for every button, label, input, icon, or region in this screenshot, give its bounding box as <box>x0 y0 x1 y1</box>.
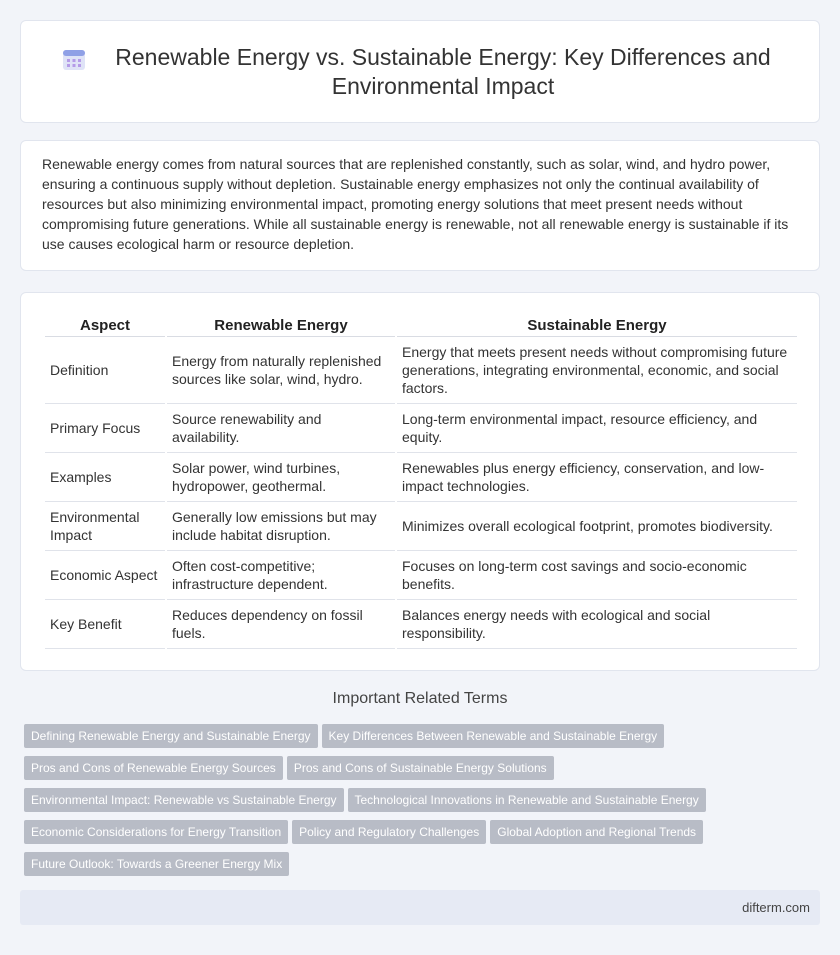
related-terms-tags <box>24 724 724 884</box>
related-term-tag[interactable]: Global Adoption and Regional Trends <box>490 820 703 844</box>
related-term-tag[interactable]: Pros and Cons of Renewable Energy Sources <box>24 756 283 780</box>
table-header-row <box>45 307 797 337</box>
related-term-tag[interactable]: Economic Considerations for Energy Transition <box>24 820 288 844</box>
footer-site-link[interactable]: difterm.com <box>742 900 810 915</box>
related-term-tag[interactable]: Environmental Impact: Renewable vs Sustainable Energy <box>24 788 344 812</box>
row-sustainable: Long-term environmental impact, resource efficiency, and equity. <box>397 404 797 453</box>
title-card <box>20 20 820 123</box>
row-sustainable: Energy that meets present needs without compromising future generations, integrating environmental, economic, and social factors. <box>397 337 797 404</box>
header-aspect: Aspect <box>45 307 165 337</box>
row-renewable: Source renewability and availability. <box>167 404 395 453</box>
row-aspect: Environmental Impact <box>45 502 165 551</box>
intro-card <box>20 140 820 271</box>
row-aspect: Examples <box>45 453 165 502</box>
related-term-tag[interactable]: Defining Renewable Energy and Sustainable Energy <box>24 724 318 748</box>
row-aspect: Definition <box>45 337 165 404</box>
related-term-tag[interactable]: Key Differences Between Renewable and Sustainable Energy <box>322 724 665 748</box>
table-row <box>45 502 797 551</box>
comparison-table <box>43 307 799 649</box>
row-aspect: Key Benefit <box>45 600 165 649</box>
title-wrap <box>61 43 779 101</box>
intro-paragraph: Renewable energy comes from natural sources that are replenished constantly, such as solar, wind, and hydro power, ensuring a continuous supply without depletion. Sustainable energy emphasizes not only the continual availability of resources but also minimizing environmental impact, promoting energy solutions that meet present needs without compromising future generations. While all sustainable energy is renewable, not all renewable energy is sustainable if its use causes ecological harm or resource depletion. <box>42 156 789 252</box>
header-renewable: Renewable Energy <box>167 307 395 337</box>
row-aspect: Primary Focus <box>45 404 165 453</box>
related-term-tag[interactable]: Pros and Cons of Sustainable Energy Solutions <box>287 756 554 780</box>
table-row <box>45 404 797 453</box>
footer <box>20 890 820 925</box>
related-term-tag[interactable]: Future Outlook: Towards a Greener Energy Mix <box>24 852 289 876</box>
row-aspect: Economic Aspect <box>45 551 165 600</box>
table-row <box>45 337 797 404</box>
related-term-tag[interactable]: Technological Innovations in Renewable and Sustainable Energy <box>348 788 706 812</box>
header-sustainable: Sustainable Energy <box>397 307 797 337</box>
comparison-table-card <box>20 292 820 671</box>
row-renewable: Generally low emissions but may include habitat disruption. <box>167 502 395 551</box>
row-sustainable: Minimizes overall ecological footprint, promotes biodiversity. <box>397 502 797 551</box>
row-sustainable: Balances energy needs with ecological and social responsibility. <box>397 600 797 649</box>
related-terms-title: Important Related Terms <box>332 690 508 707</box>
related-term-tag[interactable]: Policy and Regulatory Challenges <box>292 820 486 844</box>
page-title: Renewable Energy vs. Sustainable Energy: Key Differences and Environmental Impact <box>115 43 771 99</box>
row-sustainable: Renewables plus energy efficiency, conservation, and low-impact technologies. <box>397 453 797 502</box>
row-sustainable: Focuses on long-term cost savings and socio-economic benefits. <box>397 551 797 600</box>
row-renewable: Reduces dependency on fossil fuels. <box>167 600 395 649</box>
document-icon <box>61 47 87 73</box>
table-row <box>45 551 797 600</box>
table-row <box>45 453 797 502</box>
row-renewable: Often cost-competitive; infrastructure dependent. <box>167 551 395 600</box>
row-renewable: Solar power, wind turbines, hydropower, geothermal. <box>167 453 395 502</box>
row-renewable: Energy from naturally replenished sources like solar, wind, hydro. <box>167 337 395 404</box>
table-row <box>45 600 797 649</box>
